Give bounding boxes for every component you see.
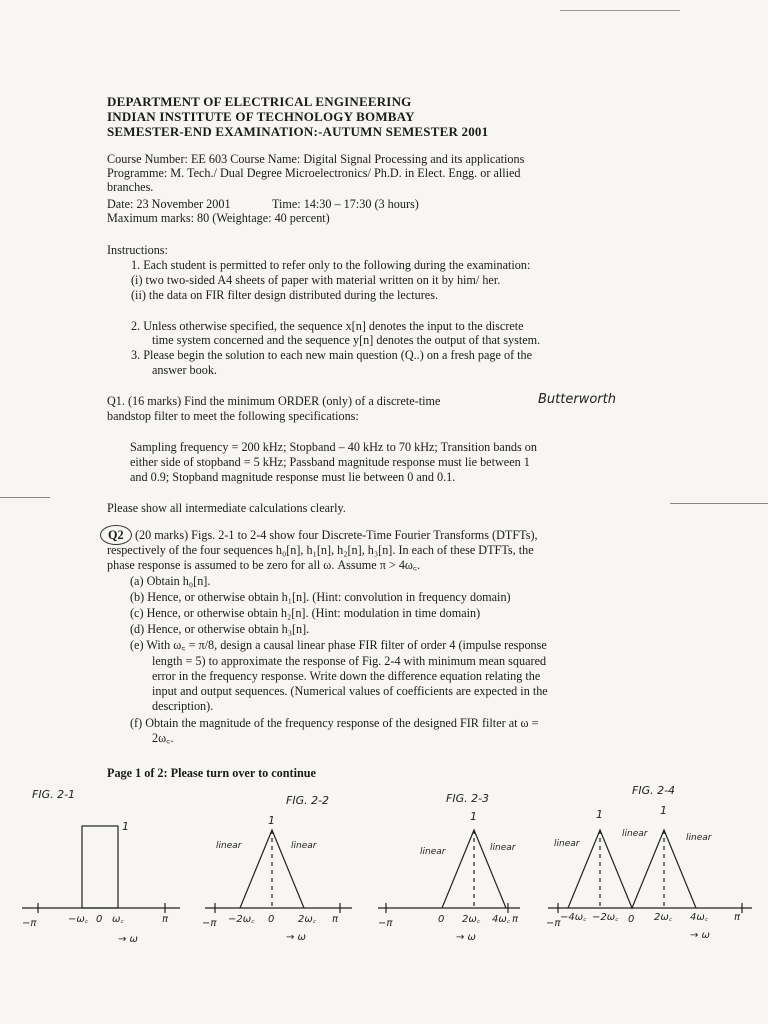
fig1-wc: ω꜀ (112, 914, 124, 925)
q1-spec-2: either side of stopband = 5 kHz; Passband magnitude response must lie between 1 (130, 455, 530, 469)
fig4-neg-pi: −π (546, 918, 561, 929)
fig4-omega-axis: → ω (690, 930, 710, 941)
fig3-2wc: 2ω꜀ (462, 914, 481, 925)
fig1-neg-pi: −π (22, 918, 37, 929)
q2-label: Q2 (108, 528, 124, 542)
max-marks: Maximum marks: 80 (Weightage: 40 percent) (107, 211, 330, 225)
fig4-peak-label-left: 1 (596, 808, 603, 821)
instruction-1-i: (i) two two-sided A4 sheets of paper with material written on it by him/ her. (131, 273, 501, 287)
fig4-4wc: 4ω꜀ (690, 912, 709, 923)
handwritten-butterworth: Butterworth (538, 392, 616, 407)
q2-part-e3: error in the frequency response. Write down the difference equation relating the (152, 669, 541, 683)
fig2-omega-axis: → ω (286, 932, 306, 943)
fig1-peak-label: 1 (122, 820, 129, 833)
fig1-rect-pulse (82, 826, 118, 908)
fig1-label: FIG. 2-1 (32, 788, 76, 801)
figures-panel (0, 780, 768, 955)
fig1-pi: π (162, 914, 169, 925)
q2-part-e2: length = 5) to approximate the response of Fig. 2-4 with minimum mean squared (152, 654, 547, 668)
fig3-omega-axis: → ω (456, 932, 476, 943)
fig2-linear-left: linear (216, 841, 242, 851)
fig2-zero: 0 (268, 914, 275, 925)
instruction-2a: 2. Unless otherwise specified, the sequence x[n] denotes the input to the discrete (131, 319, 524, 333)
q2-part-e4: input and output sequences. (Numerical values of coefficients are expected in the (152, 684, 548, 698)
instruction-2b: time system concerned and the sequence y[n] denotes the output of that system. (152, 333, 541, 347)
fig3-label: FIG. 2-3 (446, 792, 490, 805)
q2-line2: respectively of the four sequences h₀[n], h₁[n], h₂[n], h₃[n]. In each of these DTFTs, the (107, 543, 534, 557)
fig4-neg-4wc: −4ω꜀ (560, 912, 587, 923)
fig4-zero: 0 (628, 914, 635, 925)
scan-mark-top (560, 10, 680, 11)
fig4-peak-label-right: 1 (660, 804, 667, 817)
instruction-1: 1. Each student is permitted to refer only to the following during the examination: (131, 258, 531, 272)
fig2-peak-label: 1 (268, 814, 275, 827)
fig3-linear-right: linear (490, 843, 516, 853)
q2-part-e5: description). (152, 699, 214, 713)
q1-spec-3: and 0.9; Stopband magnitude response must lie between 0 and 0.1. (130, 470, 456, 484)
fig3-4wc: 4ω꜀ (492, 914, 511, 925)
q1-heading: Q1. (16 marks) Find the minimum ORDER (only) of a discrete-time (107, 394, 441, 408)
q2-part-f2: 2ω꜀. (152, 731, 174, 745)
q2-part-c: (c) Hence, or otherwise obtain h₂[n]. (Hint: modulation in time domain) (130, 606, 481, 620)
q2-part-a: (a) Obtain h₀[n]. (130, 574, 211, 588)
exam-date: Date: 23 November 2001 (107, 197, 231, 211)
fig2-pi: π (332, 914, 339, 925)
fig3-linear-left: linear (420, 847, 446, 857)
fig2-neg-2wc: −2ω꜀ (228, 914, 255, 925)
instruction-3a: 3. Please begin the solution to each new main question (Q..) on a fresh page of the (131, 348, 533, 362)
q1-note: Please show all intermediate calculations clearly. (107, 501, 346, 515)
course-line: Course Number: EE 603 Course Name: Digital Signal Processing and its applications (107, 152, 525, 166)
scan-mark-right (670, 503, 768, 504)
q2-part-b: (b) Hence, or otherwise obtain h₁[n]. (Hint: convolution in frequency domain) (130, 590, 511, 604)
q2-line1: (20 marks) Figs. 2-1 to 2-4 show four Discrete-Time Fourier Transforms (DTFTs), (135, 528, 538, 542)
q2-part-f1: (f) Obtain the magnitude of the frequency response of the designed FIR filter at ω = (130, 716, 539, 730)
fig4-neg-2wc: −2ω꜀ (592, 912, 619, 923)
institute-title: INDIAN INSTITUTE OF TECHNOLOGY BOMBAY (107, 109, 415, 124)
fig2-linear-right: linear (291, 841, 317, 851)
q2-part-e1: (e) With ω꜀ = π/8, design a causal linear phase FIR filter of order 4 (impulse response (130, 638, 547, 652)
fig3-pi: π (512, 914, 519, 925)
fig4-2wc: 2ω꜀ (654, 912, 673, 923)
fig4-label: FIG. 2-4 (632, 784, 676, 797)
programme-line: Programme: M. Tech./ Dual Degree Microelectronics/ Ph.D. in Elect. Engg. or allied (107, 166, 521, 180)
q1-line2: bandstop filter to meet the following specifications: (107, 409, 359, 423)
exam-title: SEMESTER-END EXAMINATION:-AUTUMN SEMESTER 2001 (107, 124, 489, 139)
fig2-2wc: 2ω꜀ (298, 914, 317, 925)
branches-line: branches. (107, 180, 154, 194)
fig4-linear-2: linear (622, 829, 648, 839)
fig4-triangles (568, 830, 696, 908)
instruction-1-ii: (ii) the data on FIR filter design distributed during the lectures. (131, 288, 438, 302)
fig4-linear-1: linear (554, 839, 580, 849)
exam-time: Time: 14:30 – 17:30 (3 hours) (272, 197, 419, 211)
fig4-pi: π (734, 912, 741, 923)
instruction-3b: answer book. (152, 363, 217, 377)
fig3-neg-pi: −π (378, 918, 393, 929)
fig4-linear-3: linear (686, 833, 712, 843)
department-title: DEPARTMENT OF ELECTRICAL ENGINEERING (107, 94, 412, 109)
scan-mark-left (0, 497, 50, 498)
fig1-zero: 0 (96, 914, 103, 925)
page-footer: Page 1 of 2: Please turn over to continue (107, 766, 316, 780)
q1-spec-1: Sampling frequency = 200 kHz; Stopband – 40 kHz to 70 kHz; Transition bands on (130, 440, 537, 454)
fig1-neg-wc: −ω꜀ (68, 914, 89, 925)
q2-part-d: (d) Hence, or otherwise obtain h₃[n]. (130, 622, 310, 636)
fig1-omega-axis: → ω (118, 934, 138, 945)
q2-line3: phase response is assumed to be zero for all ω. Assume π > 4ω꜀. (107, 558, 421, 572)
fig3-zero: 0 (438, 914, 445, 925)
fig2-label: FIG. 2-2 (286, 794, 330, 807)
fig3-peak-label: 1 (470, 810, 477, 823)
fig2-neg-pi: −π (202, 918, 217, 929)
instructions-title: Instructions: (107, 243, 168, 257)
